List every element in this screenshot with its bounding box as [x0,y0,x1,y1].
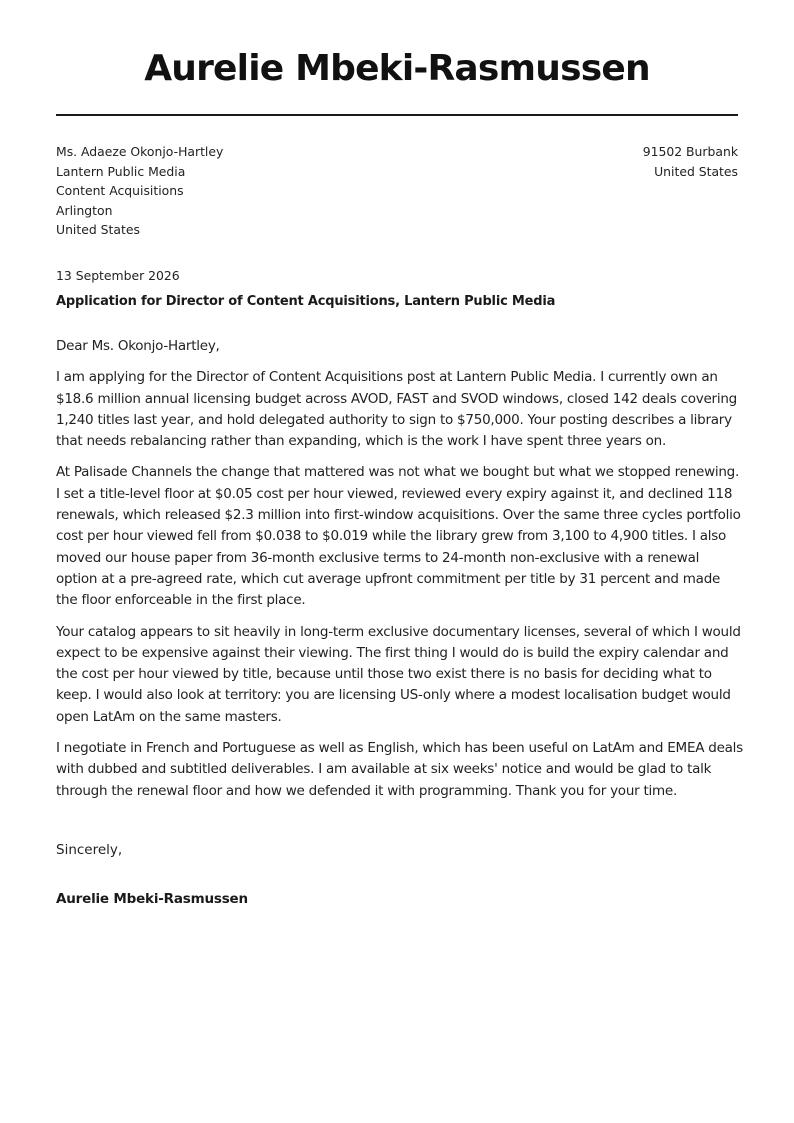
applicant-name-heading: Aurelie Mbeki-Rasmussen [144,48,650,89]
sender-country: United States [654,163,738,179]
recipient-address-block [56,142,223,240]
recipient-name: Ms. Adaeze Okonjo-Hartley [56,144,224,159]
header-divider [56,114,738,116]
letter-date: 13 September 2026 [56,268,180,283]
letter-body [56,336,744,812]
body-paragraph: At Palisade Channels the change that mattered was not what we bought but what we stopped renewing. I set a title-level floor at $0.05 cost per hour viewed, reviewed every expiry against it, and declined 118 renewals, which released $2.3 million into first-window acquisitions. Over the same three cycles portfolio cost per hour viewed fell from $0.038 to $0.019 while the library grew from 3,100 to 4,900 titles. I also moved our house paper from 36-month exclusive terms to 24-month non-exclusive with a renewal option at a pre-agreed rate, which cut average upfront commitment per title by 31 percent and made the floor enforceable in the first place. [56,464,741,609]
sender-address-block [643,142,738,181]
recipient-country: United States [56,222,140,237]
recipient-city: Arlington [56,202,113,218]
recipient-organization: Lantern Public Media [56,163,186,179]
letter-subject: Application for Director of Content Acquisitions, Lantern Public Media [56,294,556,309]
sender-city: 91502 Burbank [642,144,738,159]
body-paragraph: I negotiate in French and Portuguese as well as English, which has been useful on LatAm and EMEA deals with dubbed and subtitled deliverables. I am available at six weeks' notice and would be glad to talk through the renewal floor and how we defended it with programming. Thank you for your time. [56,740,743,799]
signature-name: Aurelie Mbeki-Rasmussen [56,891,248,907]
salutation: Dear Ms. Okonjo-Hartley, [56,338,220,354]
body-paragraph: Your catalog appears to sit heavily in long-term exclusive documentary licenses, several of which I would expect to be expensive against their viewing. The first thing I would do is build the expiry calendar and the cost per hour viewed by title, because until those two exist there is no basis for deciding what to keep. I would also look at territory: you are licensing US-only where a modest localisation budget would open LatAm on the same masters. [56,623,741,725]
closing: Sincerely, [56,842,123,858]
recipient-department: Content Acquisitions [56,183,184,198]
body-paragraph: I am applying for the Director of Content Acquisitions post at Lantern Public Media. I currently own an $18.6 million annual licensing budget across AVOD, FAST and SVOD windows, closed 142 deals covering 1,240 titles last year, and hold delegated authority to sign to $750,000. Your posting describes a library that needs rebalancing rather than expanding, which is the work I have spent three years on. [56,369,737,450]
